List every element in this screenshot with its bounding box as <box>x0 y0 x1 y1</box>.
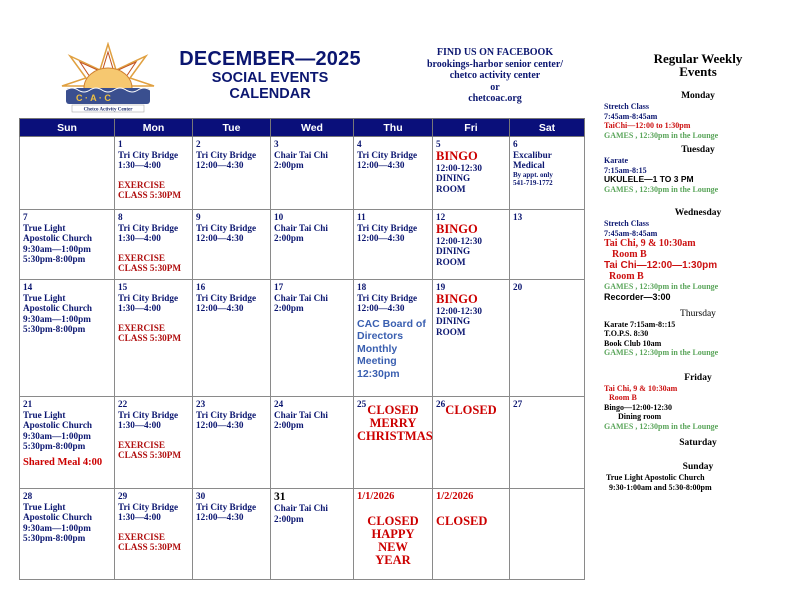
day-cell[interactable] <box>193 397 271 489</box>
day-cell[interactable] <box>354 210 433 280</box>
day-number: 10 <box>274 212 284 222</box>
day-number: 5 <box>436 139 441 149</box>
event-text: Tri City Bridge <box>118 222 179 233</box>
svg-text:C · A · C: C · A · C <box>76 93 111 103</box>
sunday-heading: Sunday <box>682 462 714 472</box>
exercise-time: CLASS 5:30PM <box>118 190 182 200</box>
day-cell[interactable] <box>20 489 115 580</box>
event-time: 12:00—4:30 <box>196 160 244 170</box>
day-number: 8 <box>118 212 123 222</box>
day-cell[interactable] <box>271 489 354 580</box>
day-cell[interactable] <box>271 137 354 210</box>
exercise-time: CLASS 5:30PM <box>118 333 182 343</box>
event-text: Tri City Bridge <box>196 501 257 512</box>
event-time: 12:00-12:30 <box>436 162 482 173</box>
closed-label: CLOSED <box>367 402 419 417</box>
day-cell[interactable] <box>433 280 510 397</box>
event-time: 9:30am—1:00pm <box>23 430 91 441</box>
day-number: 17 <box>274 282 284 292</box>
facebook-info <box>400 47 590 105</box>
event-text: Tri City Bridge <box>196 292 257 303</box>
cac-logo <box>58 42 158 114</box>
day-cell[interactable] <box>193 210 271 280</box>
board-meeting-text: CAC Board of <box>357 317 426 330</box>
day-cell[interactable] <box>433 210 510 280</box>
day-number: 21 <box>23 399 33 409</box>
day-cell[interactable] <box>20 210 115 280</box>
subtitle-line-2: CALENDAR <box>229 86 311 102</box>
day-number: 26 <box>436 399 446 409</box>
day-number: 19 <box>436 282 446 292</box>
event-text: Apostolic Church <box>23 303 93 313</box>
event-time: 12:00—4:30 <box>196 512 244 522</box>
event-text: Excalibur <box>513 149 552 160</box>
event-text: Apostolic Church <box>23 420 93 430</box>
event-text: Tri City Bridge <box>196 222 257 233</box>
weekday-mon: Mon <box>115 119 193 137</box>
event-text: Tri City Bridge <box>357 149 418 160</box>
day-number: 2 <box>196 139 201 149</box>
event-time: 1:30—4:00 <box>118 233 161 243</box>
board-meeting-time: 12:30pm <box>357 367 400 380</box>
day-number: 4 <box>357 139 362 149</box>
weekly-events-panel <box>604 52 792 492</box>
board-meeting-text: Meeting <box>357 355 397 367</box>
event-time: 9:30am—1:00pm <box>23 522 91 533</box>
day-cell[interactable] <box>354 489 433 580</box>
day-number: 22 <box>118 399 128 409</box>
exercise-text: EXERCISE <box>118 322 165 333</box>
day-cell[interactable] <box>354 280 433 397</box>
weekly-title: Regular Weekly <box>653 51 743 66</box>
event-text: Tri City Bridge <box>118 292 179 303</box>
tuesday-item: Karate <box>604 156 628 165</box>
day-cell[interactable] <box>271 397 354 489</box>
closed-label: CLOSED <box>445 402 497 417</box>
tuesday-heading: Tuesday <box>681 145 715 155</box>
event-text: Chair Tai Chi <box>274 222 328 233</box>
event-location: ROOM <box>436 326 466 337</box>
exercise-time: CLASS 5:30PM <box>118 450 182 460</box>
event-text: True Light <box>23 501 66 512</box>
weekday-thu: Thu <box>354 119 433 137</box>
event-time: 12:00-12:30 <box>436 305 482 316</box>
exercise-time: CLASS 5:30PM <box>118 263 182 273</box>
event-time: 1:30—4:00 <box>118 303 161 313</box>
day-cell[interactable] <box>510 137 585 210</box>
event-time: 5:30pm-8:00pm <box>23 324 86 334</box>
wednesday-item: Stretch Class <box>604 219 649 228</box>
holiday-text: CHRISTMAS <box>357 428 433 443</box>
facebook-page-1: brookings-harbor senior center/ <box>426 58 564 70</box>
monday-taichi: TaiChi—12:00 to 1:30pm <box>604 121 691 130</box>
day-number: 6 <box>513 139 518 149</box>
day-cell[interactable] <box>20 280 115 397</box>
bingo-label: BINGO <box>436 148 478 163</box>
bingo-label: BINGO <box>436 221 478 236</box>
board-meeting-text: Monthly <box>357 342 398 355</box>
calendar-grid <box>19 118 585 580</box>
friday-games: GAMES , 12:30pm in the Lounge <box>604 421 719 431</box>
day-cell[interactable] <box>20 397 115 489</box>
day-number: 29 <box>118 491 128 501</box>
day-cell[interactable] <box>193 137 271 210</box>
event-text: Chair Tai Chi <box>274 292 328 303</box>
event-time: 5:30pm-8:00pm <box>23 441 86 451</box>
event-text: Medical <box>513 160 545 170</box>
event-location: DINING <box>436 316 471 326</box>
event-location: ROOM <box>436 256 466 267</box>
event-time: 2:00pm <box>274 160 304 170</box>
friday-taichi: Tai Chi, 9 & 10:30am <box>604 383 678 393</box>
closed-label: CLOSED <box>436 514 488 528</box>
day-number: 24 <box>274 399 284 409</box>
subtitle-line-1: SOCIAL EVENTS <box>211 70 329 86</box>
monday-item: Stretch Class <box>604 102 649 111</box>
weekday-wed: Wed <box>271 119 354 137</box>
holiday-text: YEAR <box>375 553 411 567</box>
day-cell[interactable] <box>510 280 585 397</box>
day-cell[interactable] <box>193 489 271 580</box>
day-cell[interactable] <box>115 397 193 489</box>
weekday-sat: Sat <box>510 119 585 137</box>
wednesday-item: 7:45am-8:45am <box>604 228 658 238</box>
event-time: 5:30pm-8:00pm <box>23 254 86 264</box>
sunday-church: True Light Apostolic Church <box>606 473 705 482</box>
day-cell-empty <box>20 137 115 210</box>
event-text: Tri City Bridge <box>196 149 257 160</box>
event-text: Tri City Bridge <box>357 292 418 303</box>
friday-heading: Friday <box>684 372 712 383</box>
holiday-text: MERRY <box>369 415 417 430</box>
day-cell-empty <box>510 489 585 580</box>
wednesday-room-1: Room B <box>612 249 647 260</box>
day-number: 3 <box>274 139 279 149</box>
exercise-text: EXERCISE <box>118 439 165 450</box>
facebook-or: or <box>490 81 500 93</box>
event-time: 2:00pm <box>274 303 304 313</box>
weekday-sun: Sun <box>20 119 115 137</box>
closed-label: CLOSED <box>367 514 419 528</box>
event-location: ROOM <box>436 183 466 194</box>
holiday-text: NEW <box>378 540 408 554</box>
day-number: 28 <box>23 491 33 501</box>
day-number: 27 <box>513 399 523 409</box>
event-time: 9:30am—1:00pm <box>23 313 91 324</box>
day-cell[interactable] <box>510 210 585 280</box>
event-text: Chair Tai Chi <box>274 149 328 160</box>
exercise-text: EXERCISE <box>118 531 165 542</box>
svg-text:Chetco Activity Center: Chetco Activity Center <box>83 107 133 113</box>
week-row-3 <box>20 280 585 397</box>
wednesday-taichi-2: Tai Chi—12:00—1:30pm <box>604 260 718 271</box>
day-cell[interactable] <box>115 137 193 210</box>
saturday-heading: Saturday <box>679 438 717 448</box>
day-number: 11 <box>357 212 366 222</box>
event-time: 12:00—4:30 <box>196 420 244 430</box>
appointment-note: By appt. only <box>513 170 553 179</box>
tuesday-ukulele: UKULELE—1 TO 3 PM <box>604 174 694 184</box>
sun-logo-icon <box>58 42 158 114</box>
event-text: Apostolic Church <box>23 233 93 243</box>
day-number: 20 <box>513 282 523 292</box>
bingo-label: BINGO <box>436 291 478 306</box>
event-time: 12:00—4:30 <box>357 233 405 243</box>
event-time: 12:00—4:30 <box>357 160 405 170</box>
shared-meal-text: Shared Meal 4:00 <box>23 456 103 468</box>
exercise-text: EXERCISE <box>118 252 165 263</box>
wednesday-games: GAMES , 12:30pm in the Lounge <box>604 282 719 291</box>
event-text: Tri City Bridge <box>118 149 179 160</box>
day-cell[interactable] <box>354 397 433 489</box>
wednesday-room-2: Room B <box>609 271 644 282</box>
event-time: 1:30—4:00 <box>118 420 161 430</box>
event-text: Chair Tai Chi <box>274 409 328 420</box>
thursday-games: GAMES , 12:30pm in the Lounge <box>604 348 719 357</box>
day-cell[interactable] <box>115 280 193 397</box>
event-time: 12:00—4:30 <box>196 233 244 243</box>
day-number: 12 <box>436 212 446 222</box>
event-time: 9:30am—1:00pm <box>23 243 91 254</box>
board-meeting-text: Directors <box>357 330 404 342</box>
day-number: 31 <box>274 491 286 503</box>
event-text: True Light <box>23 292 66 303</box>
week-row-5 <box>20 489 585 580</box>
weekday-header-row <box>20 119 585 137</box>
event-location: DINING <box>436 173 471 183</box>
monday-item: 7:45am-8:45am <box>604 111 658 121</box>
day-number: 15 <box>118 282 128 292</box>
event-time: 2:00pm <box>274 513 304 524</box>
event-text: Tri City Bridge <box>118 409 179 420</box>
day-number: 7 <box>23 212 28 222</box>
thursday-item: T.O.P.S. 8:30 <box>604 329 649 338</box>
event-location: DINING <box>436 246 471 256</box>
weekday-tue: Tue <box>193 119 271 137</box>
friday-bingo: Bingo—12:00-12:30 <box>604 402 672 412</box>
exercise-time: CLASS 5:30PM <box>118 542 182 552</box>
holiday-text: HAPPY <box>371 527 415 541</box>
week-row-1 <box>20 137 585 210</box>
week-row-2 <box>20 210 585 280</box>
facebook-heading: FIND US ON FACEBOOK <box>436 47 554 58</box>
day-number: 14 <box>23 282 33 292</box>
day-cell[interactable] <box>115 489 193 580</box>
event-text: Apostolic Church <box>23 512 93 522</box>
monday-heading: Monday <box>681 91 715 101</box>
calendar-title <box>170 48 370 102</box>
monday-games: GAMES , 12:30pm in the Lounge <box>604 130 719 140</box>
day-number: 18 <box>357 282 367 292</box>
friday-dining: Dining room <box>618 412 662 421</box>
event-text: True Light <box>23 222 66 233</box>
day-number: 25 <box>357 399 367 409</box>
day-number: 1 <box>118 139 123 149</box>
day-cell[interactable] <box>193 280 271 397</box>
wednesday-taichi-1: Tai Chi, 9 & 10:30am <box>604 238 696 249</box>
weekday-fri: Fri <box>433 119 510 137</box>
event-time: 12:00-12:30 <box>436 235 482 246</box>
day-number: 9 <box>196 212 201 222</box>
day-cell[interactable] <box>115 210 193 280</box>
day-cell[interactable] <box>433 137 510 210</box>
event-text: Tri City Bridge <box>196 409 257 420</box>
event-time: 12:00—4:30 <box>357 303 405 313</box>
day-cell[interactable] <box>271 210 354 280</box>
event-time: 5:30pm-8:00pm <box>23 533 86 543</box>
event-text: Chair Tai Chi <box>274 503 328 513</box>
exercise-text: EXERCISE <box>118 179 165 190</box>
day-number: 16 <box>196 282 206 292</box>
event-time: 1:30—4:00 <box>118 512 161 522</box>
event-time: 12:00—4:30 <box>196 303 244 313</box>
month-title: DECEMBER—2025 <box>179 48 361 70</box>
sunday-times: 9:30-1:00am and 5:30-8:00pm <box>609 482 712 492</box>
day-cell[interactable] <box>271 280 354 397</box>
thursday-item: Book Club 10am <box>604 338 662 348</box>
wednesday-recorder: Recorder—3:00 <box>604 291 671 302</box>
tuesday-games: GAMES , 12:30pm in the Lounge <box>604 184 719 194</box>
day-number: 13 <box>513 212 523 222</box>
facebook-page-2: chetco activity center <box>449 70 541 81</box>
thursday-heading: Thursday <box>680 308 716 319</box>
event-time: 2:00pm <box>274 420 304 430</box>
event-time: 1:30—4:00 <box>118 160 161 170</box>
thursday-item: Karate 7:15am-8::15 <box>604 319 676 329</box>
event-time: 2:00pm <box>274 233 304 243</box>
date-label: 1/1/2026 <box>357 491 395 502</box>
event-text: Tri City Bridge <box>118 501 179 512</box>
website-link[interactable]: chetcoac.org <box>468 93 522 104</box>
week-row-4 <box>20 397 585 489</box>
day-cell[interactable] <box>354 137 433 210</box>
day-number: 23 <box>196 399 206 409</box>
day-cell[interactable] <box>433 397 510 489</box>
day-number: 30 <box>196 491 206 501</box>
phone-number: 541-719-1772 <box>513 178 553 187</box>
tuesday-item: 7:15am-8:15 <box>604 165 647 175</box>
wednesday-heading: Wednesday <box>674 208 722 218</box>
event-text: True Light <box>23 409 66 420</box>
date-label: 1/2/2026 <box>436 491 474 502</box>
event-text: Tri City Bridge <box>357 222 418 233</box>
friday-room: Room B <box>609 393 637 402</box>
day-cell[interactable] <box>433 489 510 580</box>
day-cell[interactable] <box>510 397 585 489</box>
weekly-title-2: Events <box>679 64 717 79</box>
